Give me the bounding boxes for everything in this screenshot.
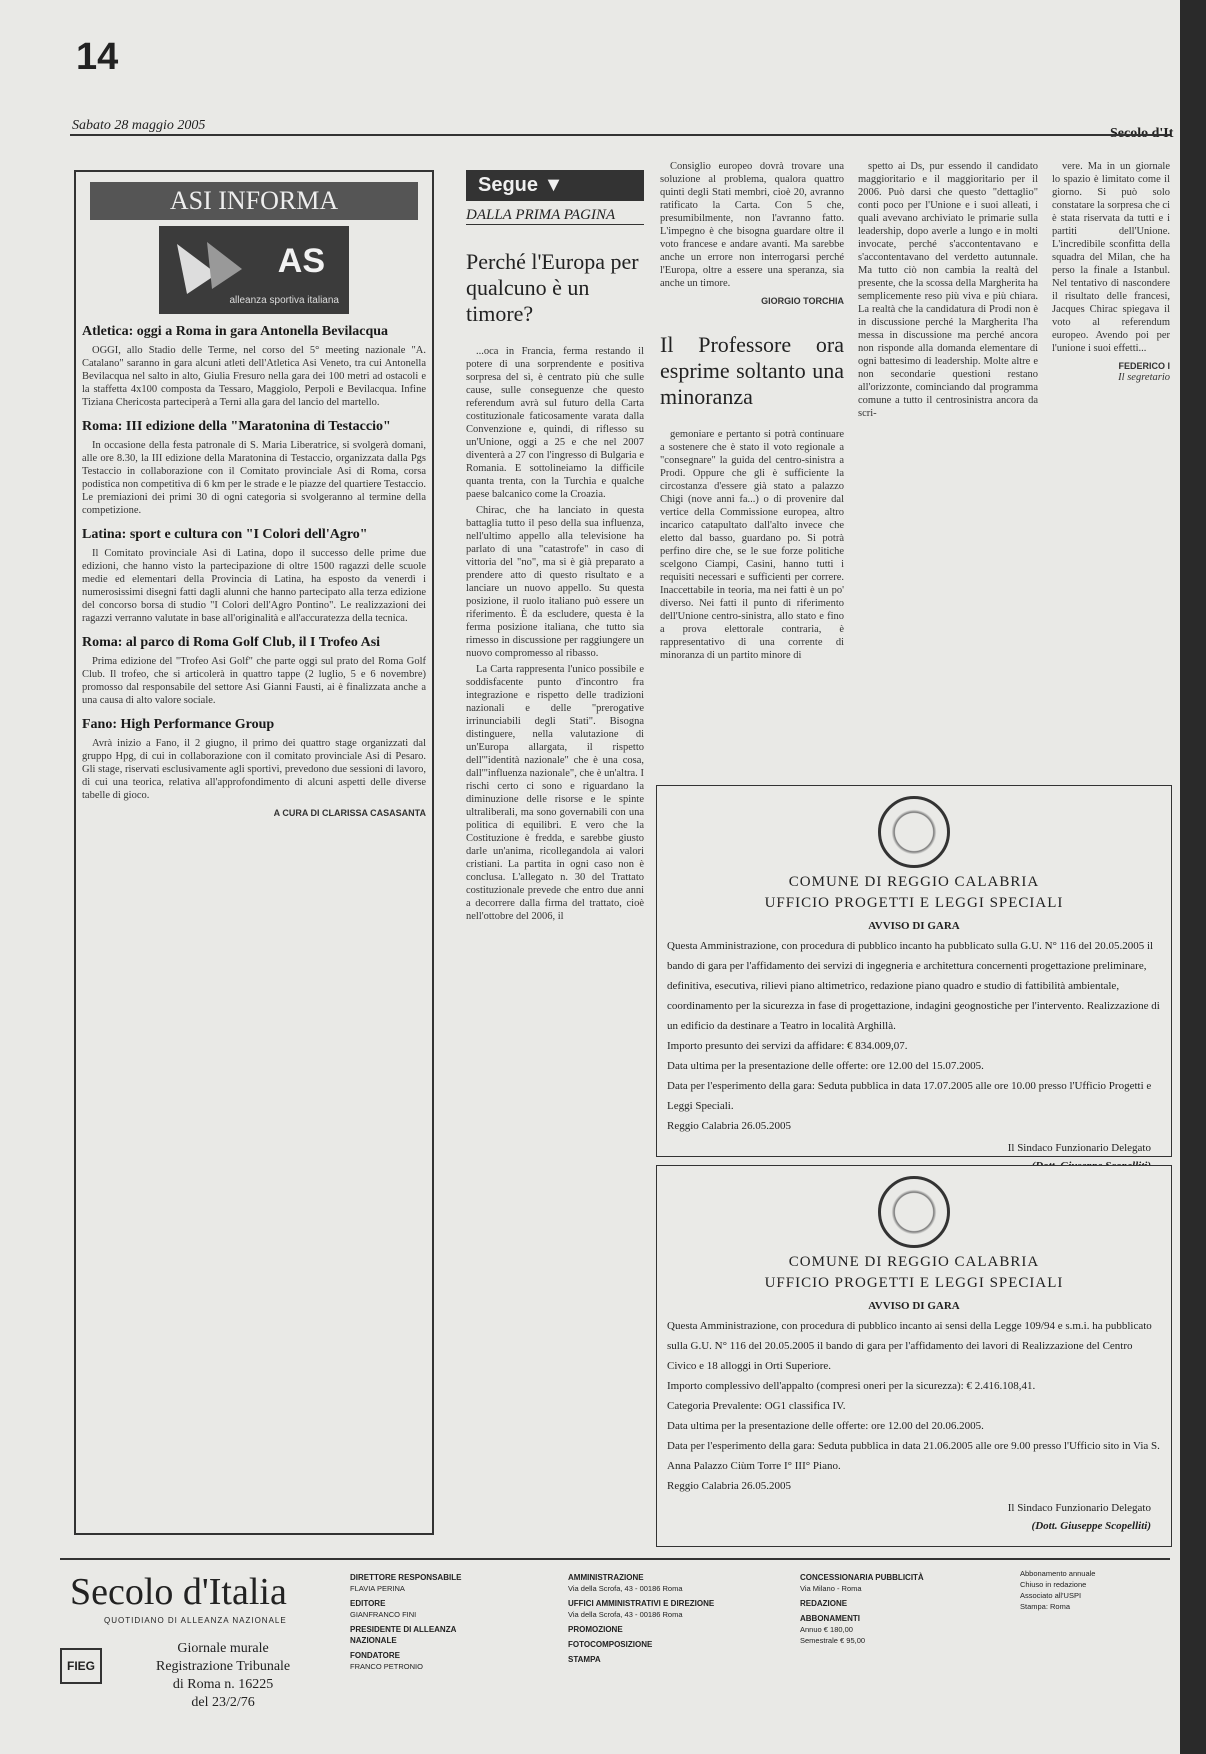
coat-of-arms-icon <box>878 1176 950 1248</box>
footer-text: EDITORE <box>350 1599 386 1608</box>
footer-text: ABBONAMENTI <box>800 1614 860 1623</box>
footer-text: Via della Scrofa, 43 - 00186 Roma <box>568 1610 683 1619</box>
segue-text: Chirac, che ha lanciato in questa battaglia tutto il peso della sua influenza, nell'ultimo appello alla televisione ha parlato di una "catastrofe" in caso di vittoria del "no", ma si è già preparato a prendere atto di questo risultato e a lanciare un nuovo appello. Su questa posizione, il ruolo italiano può essere un riferimento. È da escludere, questa è la ferma posizione italiana, che tutto sia rimesso in discussione per raggiungere un nuovo compromesso al ribasso. <box>466 505 644 659</box>
notice-line2: UFFICIO PROGETTI E LEGGI SPECIALI <box>764 895 1064 911</box>
footer-text: Semestrale € 95,00 <box>800 1636 866 1645</box>
footer-text: Via della Scrofa, 43 - 00186 Roma <box>568 1584 683 1593</box>
asi-section-title: Latina: sport e cultura con "I Colori dell'Agro" <box>82 527 368 542</box>
asi-section-text: Prima edizione del "Trofeo Asi Golf" che parte oggi sul prato del Roma Golf Club. Il trofeo, che si articolerà in quattro tappe (2 luglio, 5 e 6 novembre) promosso dal responsabile del settore Asi Gianni Fausti, ai è finalizzata anche a una causa di alto valore sociale. <box>82 656 426 706</box>
asi-section-text: Il Comitato provinciale Asi di Latina, dopo il successo delle prime due edizioni, che hanno visto la partecipazione di oltre 1500 ragazzi delle scuole medie ed elementari della Provincia di Latina, ha esposto da venerdì i numerosissimi disegni fatti dagli alunni che hanno partecipato alla terza edizione del concorso borsa di studio "I Colori dell'Agro Pontino". Le realizzazioni dei ragazzi verranno valutate in base all'originalità e all'accuratezza della tecnica. <box>82 548 426 624</box>
notice-line1: COMUNE DI REGGIO CALABRIA <box>788 1254 1040 1270</box>
notice-gara-2 <box>656 1165 1172 1547</box>
asi-informa-box <box>74 170 434 1535</box>
footer-col-2 <box>568 1568 748 1665</box>
footer-text: PROMOZIONE <box>568 1625 623 1634</box>
asi-section-title: Roma: III edizione della "Maratonina di Testaccio" <box>82 419 391 434</box>
asi-logo-text: alleanza sportiva italiana <box>229 295 339 306</box>
mid-text-top: Consiglio europeo dovrà trovare una soluzione al problema, qualora quattro quinti degli Stati membri, cioè 20, avranno ratificato la Carta. Con 5 che, presumibilmente, non l'avranno fatto. L'impegno è che bisogna guardare oltre il voto francese e andare avanti. Ma sarebbe anche un errore non interrogarsi perché l'Europa, oltre a essere una speranza, sia anche un timore. <box>660 161 844 289</box>
notice-sign1: Il Sindaco Funzionario Delegato <box>1007 1142 1151 1154</box>
notice-place: Reggio Calabria 26.05.2005 <box>667 1480 792 1492</box>
footer-text: Chiuso in redazione <box>1020 1580 1087 1589</box>
segue-text: La Carta rappresenta l'unico possibile e soddisfacente punto d'incontro fra integrazione e rispetto delle tradizioni nazionali e delle "prerogative irrinunciabili degli Stati". Bisogna distinguere, nella valutazione di un'Europa allargata, il rispetto dell'"identità nazionale" che è una cosa, dall'"influenza nazionale", che è un'altra. I rischi certo ci sono e riguardano la diminuzione delle risorse e le spinte ultraliberali, ma sono governabili con una politica di equilibri. E vero che la Costituzione è fredda, e sarebbe giusto darle un'anima, ricollegandola ai valori cristiani. La partita in ogni caso non è conclusa. L'allegato n. 30 del Trattato costituzionale prevede che entro due anni a decorrere dalla firma del trattato, cioè nell'ottobre del 2006, il <box>466 664 644 922</box>
mid-column <box>660 160 844 665</box>
asi-section-text: OGGI, allo Stadio delle Terme, nel corso del 5° meeting nazionale "A. Catalano" saranno in gara alcuni atleti dell'Atletica Asi Veneto, tra cui Antonella Bevilacqua nel salto in alto, Giulia Fresuro nella gara dei 100 metri ad ostacoli e la staffetta 4x100 composta da Tessaro, Maggiolo, Perpoli e Bevilacqua. Infine Tiziana Chericosta parteciperà a Terni alla gara del lancio del martello. <box>82 345 426 408</box>
notice-data2: Data per l'esperimento della gara: Seduta pubblica in data 17.07.2005 alle ore 10.00 presso l'Ufficio Progetti e Leggi Speciali. <box>667 1080 1152 1112</box>
footer-text: FRANCO PETRONIO <box>350 1662 423 1671</box>
right-text: spetto ai Ds, pur essendo il candidato maggioritario e il maggioritario per il 2006. Può darsi che questo "dettaglio" conti poco per l'Unione e i suoi alleati, i quali avevano archiviato le primarie sulla leadership, dopo averle a lungo e in molti invocate, perché s'accontentavano e s'accontentavano del verdetto autunnale. Ma tutto ciò non cambia la realtà del presente, che la scossa della Margherita ha semplicemente reso più viva e più chiara. La realtà che la candidatura di Prodi non è in discussione perché la Margherita l'ha messa in discussione ma perché ancora non risponde alla domanda elementare di ogni battesimo di leadership. Molte altre e non secondarie questioni restano all'orizzonte, cominciando dal programma comune a tutto il centrosinistra ancora da scri- <box>858 161 1038 419</box>
footer-col-1 <box>350 1568 500 1672</box>
footer-text: CONCESSIONARIA PUBBLICITÀ <box>800 1573 924 1582</box>
page-number: 14 <box>76 36 119 78</box>
coat-of-arms-icon <box>878 796 950 868</box>
notice-data1: Data ultima per la presentazione delle offerte: ore 12.00 del 20.06.2005. <box>667 1420 984 1432</box>
mid-text: gemoniare e pertanto si potrà continuare a sostenere che è stato il voto regionale a "consegnare" la guida del centro-sinistra a Prodi. Oppure che gli è sufficiente la circostanza d'essere già stato a palazzo Chigi (nove anni fa...) o di provenire dal vertice della Commissione europea, altro incarico catapultato dall'alto invece che eletto dal basso, guardano po. Si potrà perfino dire che, se le sue forze politiche scelgono Ciampi, Casini, hanno tutti i requisiti necessari e sufficienti per correre. Inaccettabile in teoria, ma nei fatti è un po' diverso. Nei fatti il punto di riferimento dell'Unione centro-sinistra, allo stato e fino a prova elettorale contraria, è rappresentativo di una corrente di minoranza di un partito minore di <box>660 429 844 661</box>
notice-line2: UFFICIO PROGETTI E LEGGI SPECIALI <box>764 1275 1064 1291</box>
footer-text: AMMINISTRAZIONE <box>568 1573 644 1582</box>
footer-text: STAMPA <box>568 1655 601 1664</box>
footer-text: Annuo € 180,00 <box>800 1625 853 1634</box>
footer-text: UFFICI AMMINISTRATIVI E DIREZIONE <box>568 1599 715 1608</box>
footer-text: FLAVIA PERINA <box>350 1584 405 1593</box>
segue-sub: DALLA PRIMA PAGINA <box>466 207 644 225</box>
notice-data2: Data per l'esperimento della gara: Seduta pubblica in data 21.06.2005 alle ore 9.00 presso l'Ufficio sito in Via S. Anna Palazzo Ciùm Torre I° III° Piano. <box>667 1440 1160 1472</box>
footer-text: PRESIDENTE DI ALLEANZA NAZIONALE <box>350 1625 457 1645</box>
registration-line: Giornale murale <box>177 1641 269 1656</box>
mid-headline: Il Professore ora esprime soltanto una minoranza <box>660 332 844 409</box>
notice-sign1: Il Sindaco Funzionario Delegato <box>1007 1502 1151 1514</box>
asi-logo <box>159 226 349 314</box>
segue-headline: Perché l'Europa per qualcuno è un timore? <box>466 249 639 326</box>
asi-logo-mark-icon <box>167 234 257 304</box>
asi-section-text: Avrà inizio a Fano, il 2 giugno, il primo dei quattro stage organizzati dal gruppo Hpg, di cui in collaborazione con il comitato provinciale Asi di Pesaro. Gli stage, riservati esclusivamente agli sportivi, prevedono due sessioni di lavoro, di cui una teorica, relativa all'approfondimento di alcuni aspetti delle diverse tabelle di gioco. <box>82 738 426 801</box>
notice-sign2: (Dott. Giuseppe Scopelliti) <box>1031 1520 1151 1532</box>
segue-label-text: Segue <box>478 174 539 196</box>
registration-line: Registrazione Tribunale <box>156 1659 291 1674</box>
asi-logo-letters: AS <box>277 242 325 280</box>
registration <box>156 1640 290 1712</box>
asi-byline: A CURA DI CLARISSA CASASANTA <box>273 808 426 818</box>
footer-text: Abbonamento annuale <box>1020 1569 1096 1578</box>
notice-gara-1 <box>656 785 1172 1157</box>
segue-column <box>466 170 644 926</box>
notice-categoria: Categoria Prevalente: OG1 classifica IV. <box>667 1400 846 1412</box>
right-column <box>858 160 1038 423</box>
notice-avviso: AVVISO DI GARA <box>868 1300 960 1312</box>
footer-text: FOTOCOMPOSIZIONE <box>568 1640 653 1649</box>
notice-place: Reggio Calabria 26.05.2005 <box>667 1120 792 1132</box>
far-right-text: vere. Ma in un giornale lo spazio è limitato come il giorno. Si può solo constatare la sorpresa che ci è stata riservata da tutti e i partiti dell'Unione. L'incredibile sconfitta della squadra del Milan, che ha perso la finale a Istanbul. Nel tentativo di nascondere il risultato delle francesi, Jacques Chirac spiegava il voto al referendum europeo. Avendo poi per l'unione i suoi effetti... <box>1052 161 1170 354</box>
notice-importo: Importo presunto dei servizi da affidare: € 834.009,07. <box>667 1040 908 1052</box>
notice-line1: COMUNE DI REGGIO CALABRIA <box>788 874 1040 890</box>
notice-body: Questa Amministrazione, con procedura di pubblico incanto ha pubblicato sulla G.U. N° 116 del 20.05.2005 il bando di gara per l'affidamento dei servizi di ingegneria e architettura concernenti progettazione preliminare, definitiva, esecutiva, rilievi piano altimetrico, redazione piano quadro e studio di fattibilità ambientale, coordinamento per la sicurezza in fase di progettazione, indagini geognostiche per l'intervento. Realizzazione di un edificio da destinare a Teatro in località Arghillà. <box>667 940 1160 1032</box>
segue-text: ...oca in Francia, ferma restando il potere di una sorprendente e positiva sorpresa del sì, è centrato più che sulle cause, sulle conseguenze che questo referendum avrà sul futuro della Carta costituzionale faticosamente varata dalla Convenzione e, quindi, di riflesso su un'Unione, oggi a 25 e che nel 2007 diventerà a 27 con l'ingresso di Bulgaria e Romania. E sottolineiamo la difficile quanta trenta, con la Turchia e qualche paese balcanico come la Croazia. <box>466 346 644 500</box>
masthead-short: Secolo d'It <box>1110 126 1174 141</box>
registration-line: del 23/2/76 <box>191 1695 255 1710</box>
asi-section-text: In occasione della festa patronale di S. Maria Liberatrice, si svolgerà domani, alle ore 8.30, la III edizione della Maratonina di Testaccio, organizzata dalla Pgs Testaccio in collaborazione con il Comitato provinciale Asi di Roma, corsa podistica non competitiva di 6 km per le strade e le piazze del quartiere Testaccio. Le premiazioni dei primi 30 di ogni categoria si svolgeranno al termine della competizione. <box>82 440 426 516</box>
triangle-down-icon: ▼ <box>543 174 564 196</box>
notice-avviso: AVVISO DI GARA <box>868 920 960 932</box>
far-right-author-sub: Il segretario <box>1118 372 1170 383</box>
notice-body: Questa Amministrazione, con procedura di pubblico incanto ai sensi della Legge 109/94 e s.m.i. ha pubblicato sulla G.U. N° 116 del 20.05.2005 il bando di gara per l'affidamento dei lavori di Realizzazione del Centro Civico e 18 alloggi in Orti Superiore. <box>667 1320 1152 1372</box>
top-rule <box>70 134 1170 136</box>
footer-logo-sub: QUOTIDIANO DI ALLEANZA NAZIONALE <box>104 1616 287 1625</box>
asi-section-title: Fano: High Performance Group <box>82 717 275 732</box>
footer-text: GIANFRANCO FINI <box>350 1610 417 1619</box>
asi-section-title: Atletica: oggi a Roma in gara Antonella Bevilacqua <box>82 324 389 339</box>
footer-col-4 <box>1020 1568 1160 1612</box>
fieg-logo: FIEG <box>60 1648 102 1684</box>
registration-line: di Roma n. 16225 <box>172 1677 274 1692</box>
notice-data1: Data ultima per la presentazione delle offerte: ore 12.00 del 15.07.2005. <box>667 1060 984 1072</box>
footer-text: REDAZIONE <box>800 1599 848 1608</box>
segue-label <box>466 170 644 201</box>
footer-logo: Secolo d'Italia <box>70 1571 287 1613</box>
footer-text: DIRETTORE RESPONSABILE <box>350 1573 462 1582</box>
footer-text: Associato all'USPI <box>1020 1591 1082 1600</box>
mid-author: GIORGIO TORCHIA <box>761 296 844 306</box>
notice-importo: Importo complessivo dell'appalto (compresi oneri per la sicurezza): € 2.416.108,41. <box>667 1380 1036 1392</box>
dateline: Sabato 28 maggio 2005 <box>72 118 206 133</box>
footer-col-3 <box>800 1568 980 1646</box>
asi-section-title: Roma: al parco di Roma Golf Club, il I Trofeo Asi <box>82 635 381 650</box>
colophon <box>60 1558 1170 1740</box>
far-right-column <box>1052 160 1170 384</box>
footer-text: Stampa: Roma <box>1020 1602 1071 1611</box>
asi-header: ASI INFORMA <box>90 182 418 220</box>
footer-text: Via Milano - Roma <box>800 1584 862 1593</box>
footer-text: FONDATORE <box>350 1651 400 1660</box>
far-right-author: FEDERICO I <box>1118 361 1170 371</box>
